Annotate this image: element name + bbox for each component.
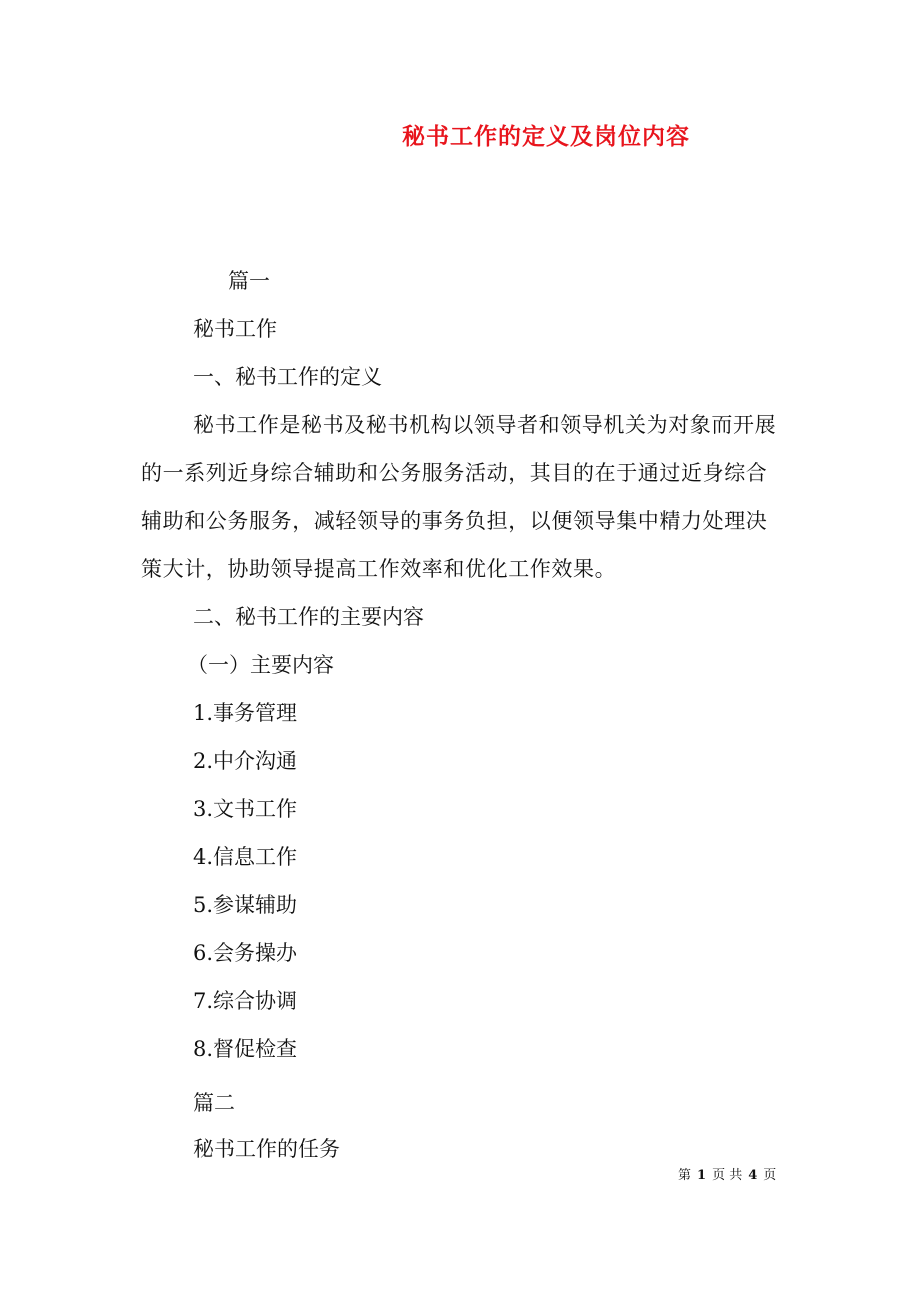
subheading: 一、秘书工作的定义 bbox=[193, 365, 382, 389]
subheading: 二、秘书工作的主要内容 bbox=[193, 605, 424, 629]
paragraph-line: 辅助和公务服务，减轻领导的事务负担，以便领导集中精力处理决 bbox=[141, 509, 768, 533]
list-item: 8.督促检查 bbox=[193, 1037, 298, 1061]
subheading: （一）主要内容 bbox=[187, 653, 334, 677]
list-item: 1.事务管理 bbox=[193, 701, 298, 725]
paragraph-line: 策大计，协助领导提高工作效率和优化工作效果。 bbox=[141, 557, 617, 581]
heading: 秘书工作的任务 bbox=[193, 1137, 340, 1161]
document-title: 秘书工作的定义及岗位内容 bbox=[402, 123, 690, 150]
section-label: 篇一 bbox=[228, 269, 270, 293]
list-item: 3.文书工作 bbox=[193, 797, 298, 821]
section-label: 篇二 bbox=[193, 1091, 235, 1115]
list-item: 6.会务操办 bbox=[193, 941, 298, 965]
paragraph-line: 的一系列近身综合辅助和公务服务活动，其目的在于通过近身综合 bbox=[141, 461, 768, 485]
list-item: 7.综合协调 bbox=[193, 989, 298, 1013]
footer-total-pages: 4 bbox=[748, 1168, 758, 1183]
footer-middle: 页 共 bbox=[712, 1168, 743, 1183]
footer-page-number: 1 bbox=[697, 1168, 707, 1183]
paragraph-line: 秘书工作是秘书及秘书机构以领导者和领导机关为对象而开展 bbox=[193, 413, 777, 437]
footer-suffix: 页 bbox=[763, 1168, 777, 1183]
list-item: 5.参谋辅助 bbox=[193, 893, 298, 917]
page-footer bbox=[678, 1164, 776, 1183]
heading: 秘书工作 bbox=[193, 317, 277, 341]
list-item: 2.中介沟通 bbox=[193, 749, 298, 773]
list-item: 4.信息工作 bbox=[193, 845, 298, 869]
footer-prefix: 第 bbox=[678, 1168, 692, 1183]
